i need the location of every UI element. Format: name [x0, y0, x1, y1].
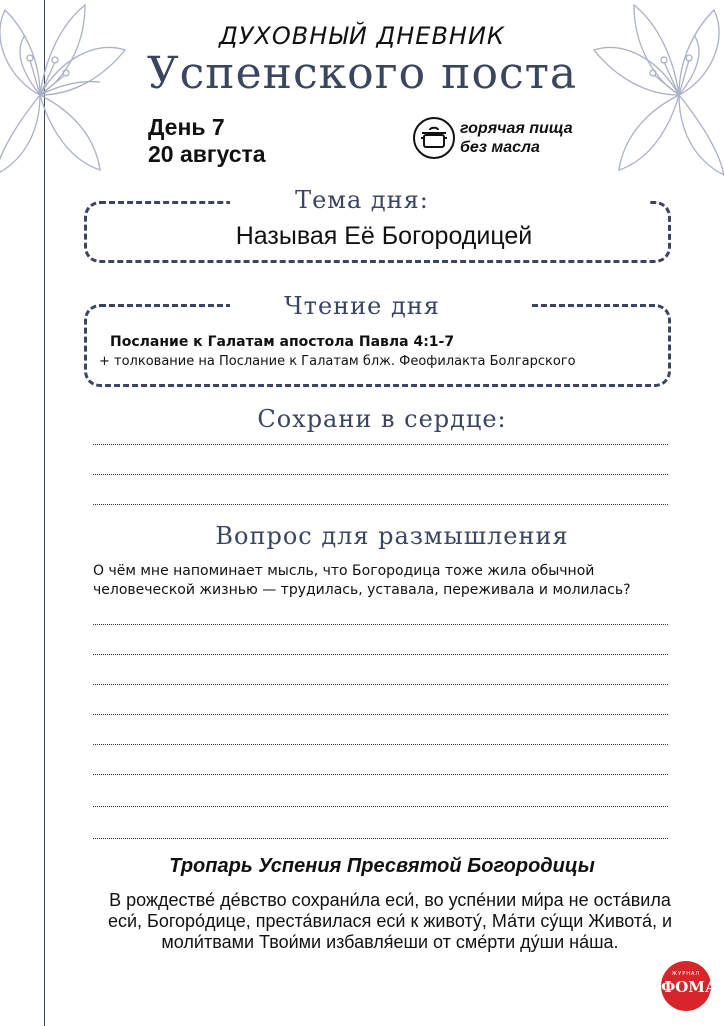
pot-icon: [412, 116, 456, 160]
reading-heading: Чтение дня: [284, 292, 440, 320]
food-line-1: горячая пища: [460, 120, 573, 137]
writing-line: [93, 684, 668, 685]
reflection-heading: Вопрос для размышления: [215, 522, 569, 550]
troparion-title: Тропарь Успения Пресвятой Богородицы: [169, 855, 595, 877]
logo-big-text: ФОМА: [661, 978, 718, 996]
diary-title: Успенского поста: [146, 48, 578, 99]
keep-heading: Сохрани в сердце:: [257, 405, 507, 433]
theme-text: Называя Её Богородицей: [235, 222, 533, 250]
day-date: 20 августа: [148, 141, 266, 167]
reflection-question: О чём мне напоминает мысль, что Богородица тоже жила обычной человеческой жизнью — трудилась, уставала, переживала и молилась?: [93, 563, 631, 598]
food-rule: [412, 116, 573, 160]
writing-line: [93, 806, 668, 807]
writing-line: [93, 444, 668, 445]
writing-line: [93, 624, 668, 625]
writing-line: [93, 714, 668, 715]
logo-small-text: ЖУРНАЛ: [671, 971, 701, 977]
writing-line: [93, 838, 668, 839]
food-line-2: без масла: [460, 139, 540, 156]
writing-line: [93, 654, 668, 655]
reading-commentary: + толкование на Послание к Галатам блж. Феофилакта Болгарского: [99, 354, 576, 369]
reading-main: Послание к Галатам апостола Павла 4:1-7: [110, 334, 455, 350]
foma-logo: [661, 961, 718, 1011]
troparion-text: В рождестве́ де́вство сохрани́ла еси́, во успе́нии ми́ра не оста́вила еси́, Богоро́дице, преста́вилася еси́ к животу́, Ма́ти су́щи Живота́, и моли́твами Твои́ми избавля́еши от сме́рти ду́ши на́ша.: [107, 890, 673, 952]
day-label: День 7: [148, 114, 225, 140]
writing-line: [93, 774, 668, 775]
theme-heading: Тема дня:: [295, 186, 429, 214]
diary-subtitle: ДУХОВНЫЙ ДНЕВНИК: [219, 22, 505, 50]
writing-line: [93, 504, 668, 505]
writing-line: [93, 474, 668, 475]
writing-line: [93, 744, 668, 745]
day-info: [148, 114, 266, 168]
